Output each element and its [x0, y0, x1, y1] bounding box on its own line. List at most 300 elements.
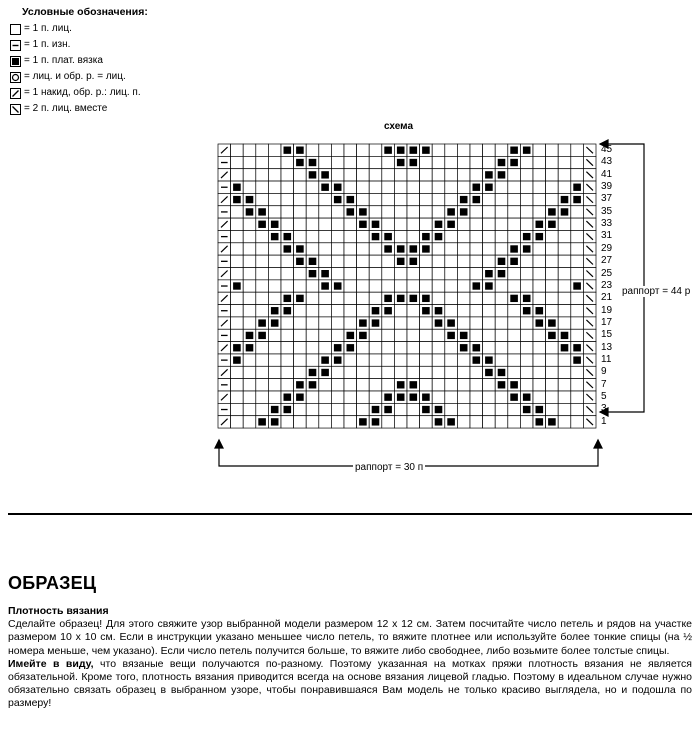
chart-cell [231, 317, 244, 329]
chart-cell [520, 416, 533, 428]
chart-cell [571, 144, 584, 156]
chart-cell [382, 181, 395, 193]
chart-cell [420, 218, 433, 230]
chart-cell [331, 144, 344, 156]
chart-cell [583, 379, 596, 391]
chart-cell [268, 268, 281, 280]
chart-cell [243, 317, 256, 329]
chart-cell [508, 354, 521, 366]
chart-cell [533, 230, 546, 242]
chart-cell [256, 366, 269, 378]
chart-cell [382, 379, 395, 391]
chart-cell [369, 181, 382, 193]
chart-cell [256, 230, 269, 242]
chart-cell [420, 379, 433, 391]
chart-cell [394, 243, 407, 255]
chart-cell [520, 206, 533, 218]
chart-cell [394, 169, 407, 181]
chart-cell [382, 317, 395, 329]
chart-cell [558, 366, 571, 378]
chart-cell [369, 218, 382, 230]
chart-cell [483, 181, 496, 193]
chart-cell [533, 342, 546, 354]
chart-cell [457, 342, 470, 354]
chart-cell [495, 243, 508, 255]
chart-cell [243, 305, 256, 317]
chart-cell [533, 169, 546, 181]
chart-cell [571, 354, 584, 366]
chart-cell [231, 230, 244, 242]
chart-cell [495, 280, 508, 292]
chart-cell [508, 169, 521, 181]
chart-cell [546, 342, 559, 354]
chart-cell [294, 403, 307, 415]
chart-cell [470, 156, 483, 168]
chart-cell [470, 193, 483, 205]
chart-cell [306, 193, 319, 205]
chart-cell [306, 416, 319, 428]
chart-cell [445, 292, 458, 304]
chart-cell [344, 193, 357, 205]
chart-cell [281, 342, 294, 354]
chart-cell [420, 243, 433, 255]
chart-cell [470, 379, 483, 391]
chart-cell [533, 379, 546, 391]
chart-cell [508, 305, 521, 317]
chart-cell [546, 354, 559, 366]
chart-cell [508, 193, 521, 205]
chart-cell [432, 169, 445, 181]
chart-cell [533, 156, 546, 168]
arrow-head-icon [594, 440, 602, 448]
chart-cell [394, 280, 407, 292]
chart-cell [583, 317, 596, 329]
chart-cell [432, 391, 445, 403]
chart-cell [344, 255, 357, 267]
chart-cell [394, 366, 407, 378]
chart-cell [558, 206, 571, 218]
chart-cell [520, 292, 533, 304]
chart-cell [420, 206, 433, 218]
chart-cell [243, 169, 256, 181]
chart-cell [420, 156, 433, 168]
chart-cell [382, 193, 395, 205]
chart-cell [571, 206, 584, 218]
row-number: 11 [601, 353, 612, 365]
chart-cell [357, 206, 370, 218]
chart-cell [319, 305, 332, 317]
chart-cell [331, 366, 344, 378]
chart-cell [243, 181, 256, 193]
chart-cell [344, 305, 357, 317]
chart-cell [533, 317, 546, 329]
chart-cell [319, 342, 332, 354]
chart-cell [306, 255, 319, 267]
chart-cell [306, 230, 319, 242]
chart-cell [432, 292, 445, 304]
chart-cell [432, 280, 445, 292]
chart-cell [218, 416, 231, 428]
chart-cell [218, 329, 231, 341]
chart-cell [243, 416, 256, 428]
chart-cell [344, 169, 357, 181]
chart-cell [508, 268, 521, 280]
chart-cell [394, 329, 407, 341]
chart-cell [495, 268, 508, 280]
chart-cell [495, 255, 508, 267]
row-number: 1 [601, 415, 607, 427]
chart-cell [306, 342, 319, 354]
chart-cell [382, 354, 395, 366]
chart-cell [243, 156, 256, 168]
chart-cell [420, 193, 433, 205]
chart-cell [218, 317, 231, 329]
chart-cell [470, 206, 483, 218]
chart-cell [382, 329, 395, 341]
chart-cell [319, 169, 332, 181]
chart-cell [558, 230, 571, 242]
chart-cell [357, 144, 370, 156]
chart-cell [495, 292, 508, 304]
chart-cell [520, 230, 533, 242]
chart-cell [457, 268, 470, 280]
row-number: 9 [601, 366, 607, 378]
chart-cell [546, 329, 559, 341]
chart-cell [294, 243, 307, 255]
chart-cell [306, 354, 319, 366]
chart-cell [231, 156, 244, 168]
chart-cell [583, 354, 596, 366]
chart-cell [432, 366, 445, 378]
chart-cell [331, 292, 344, 304]
chart-cell [331, 206, 344, 218]
chart-cell [420, 366, 433, 378]
chart-cell [231, 193, 244, 205]
chart-cell [294, 156, 307, 168]
chart-cell [268, 403, 281, 415]
chart-cell [495, 218, 508, 230]
chart-cell [407, 354, 420, 366]
chart-cell [382, 243, 395, 255]
chart-cell [546, 305, 559, 317]
chart-cell [281, 144, 294, 156]
chart-cell [357, 416, 370, 428]
row-number: 37 [601, 193, 613, 205]
chart-cell [546, 255, 559, 267]
chart-cell [546, 156, 559, 168]
chart-cell [520, 391, 533, 403]
chart-cell [294, 329, 307, 341]
chart-cell [357, 403, 370, 415]
chart-cell [268, 206, 281, 218]
chart-cell [394, 305, 407, 317]
chart-cell [420, 403, 433, 415]
chart-cell [445, 366, 458, 378]
subtitle: Плотность вязания [8, 605, 109, 617]
legend-text: = 1 накид, обр. р.: лиц. п. [24, 87, 141, 98]
chart-cell [294, 169, 307, 181]
chart-cell [432, 156, 445, 168]
chart-cell [357, 169, 370, 181]
chart-cell [369, 280, 382, 292]
chart-cell [218, 181, 231, 193]
chart-cell [281, 230, 294, 242]
chart-cell [243, 255, 256, 267]
chart-cell [558, 403, 571, 415]
chart-cell [457, 391, 470, 403]
chart-cell [445, 280, 458, 292]
chart-cell [470, 391, 483, 403]
chart-cell [256, 280, 269, 292]
chart-cell [407, 292, 420, 304]
chart-cell [306, 156, 319, 168]
chart-cell [231, 416, 244, 428]
chart-cell [483, 329, 496, 341]
chart-cell [243, 391, 256, 403]
chart-cell [483, 391, 496, 403]
chart-cell [319, 268, 332, 280]
chart-cell [445, 156, 458, 168]
chart-cell [382, 268, 395, 280]
row-number: 39 [601, 181, 613, 193]
chart-cell [281, 329, 294, 341]
chart-cell [407, 218, 420, 230]
chart-cell [432, 181, 445, 193]
chart-cell [470, 305, 483, 317]
chart-cell [243, 218, 256, 230]
chart-cell [344, 342, 357, 354]
chart-cell [243, 193, 256, 205]
chart-cell [357, 292, 370, 304]
chart-cell [268, 193, 281, 205]
chart-cell [407, 169, 420, 181]
chart-cell [483, 169, 496, 181]
chart-cell [533, 391, 546, 403]
chart-cell [281, 169, 294, 181]
row-number: 23 [601, 279, 613, 291]
chart-cell [394, 193, 407, 205]
chart-cell [533, 403, 546, 415]
chart-cell [407, 342, 420, 354]
chart-cell [394, 379, 407, 391]
chart-cell [583, 144, 596, 156]
chart-cell [546, 317, 559, 329]
chart-cell [344, 243, 357, 255]
chart-cell [470, 366, 483, 378]
chart-cell [268, 416, 281, 428]
chart-cell [344, 280, 357, 292]
chart-cell [571, 379, 584, 391]
chart-cell [508, 292, 521, 304]
chart-cell [407, 255, 420, 267]
chart-cell [357, 243, 370, 255]
chart-cell [495, 342, 508, 354]
chart-cell [508, 416, 521, 428]
chart-cell [344, 156, 357, 168]
chart-cell [495, 379, 508, 391]
chart-cell [483, 268, 496, 280]
chart-cell [546, 169, 559, 181]
chart-cell [571, 317, 584, 329]
chart-cell [520, 317, 533, 329]
chart-cell [369, 268, 382, 280]
chart-cell [231, 305, 244, 317]
chart-cell [268, 156, 281, 168]
chart-cell [306, 329, 319, 341]
chart-cell [571, 329, 584, 341]
chart-cell [306, 243, 319, 255]
chart-cell [344, 329, 357, 341]
chart-cell [243, 342, 256, 354]
chart-cell [344, 218, 357, 230]
schema-title: схема [384, 121, 413, 132]
chart-cell [445, 218, 458, 230]
chart-cell [546, 366, 559, 378]
chart-cell [533, 255, 546, 267]
chart-cell [231, 243, 244, 255]
chart-cell [357, 255, 370, 267]
chart-cell [218, 243, 231, 255]
chart-cell [445, 342, 458, 354]
chart-cell [571, 243, 584, 255]
chart-cell [256, 144, 269, 156]
chart-cell [583, 416, 596, 428]
chart-cell [445, 379, 458, 391]
chart-cell [483, 206, 496, 218]
chart-cell [218, 230, 231, 242]
chart-cell [457, 280, 470, 292]
chart-cell [344, 292, 357, 304]
chart-cell [483, 366, 496, 378]
chart-cell [294, 268, 307, 280]
chart-cell [520, 255, 533, 267]
chart-cell [546, 268, 559, 280]
chart-cell [407, 181, 420, 193]
chart-cell [520, 268, 533, 280]
chart-cell [306, 366, 319, 378]
chart-cell [520, 280, 533, 292]
chart-cell [457, 169, 470, 181]
chart-cell [420, 144, 433, 156]
chart-cell [369, 169, 382, 181]
chart-cell [394, 342, 407, 354]
chart-cell [394, 181, 407, 193]
chart-cell [256, 193, 269, 205]
row-number: 27 [601, 255, 613, 267]
chart-cell [470, 255, 483, 267]
chart-cell [533, 366, 546, 378]
chart-cell [394, 416, 407, 428]
chart-cell [382, 292, 395, 304]
chart-cell [583, 280, 596, 292]
chart-cell [457, 329, 470, 341]
chart-cell [256, 243, 269, 255]
chart-cell [508, 230, 521, 242]
chart-cell [218, 379, 231, 391]
chart-cell [546, 379, 559, 391]
section-body [8, 605, 692, 711]
chart-cell [457, 366, 470, 378]
chart-cell [306, 280, 319, 292]
chart-cell [331, 280, 344, 292]
chart-cell [495, 169, 508, 181]
chart-cell [294, 218, 307, 230]
chart-cell [294, 416, 307, 428]
chart-cell [281, 317, 294, 329]
chart-cell [520, 329, 533, 341]
chart-cell [357, 317, 370, 329]
chart-cell [432, 193, 445, 205]
chart-cell [583, 230, 596, 242]
chart-cell [533, 144, 546, 156]
chart-cell [445, 144, 458, 156]
chart-cell [319, 292, 332, 304]
chart-cell [420, 416, 433, 428]
chart-cell [369, 366, 382, 378]
chart-cell [495, 416, 508, 428]
chart-cell [231, 255, 244, 267]
chart-cell [294, 230, 307, 242]
chart-cell [470, 416, 483, 428]
chart-cell [369, 193, 382, 205]
chart-cell [508, 317, 521, 329]
chart-cell [268, 230, 281, 242]
chart-cell [294, 255, 307, 267]
chart-cell [508, 342, 521, 354]
chart-cell [571, 268, 584, 280]
chart-cell [445, 181, 458, 193]
chart-cell [571, 156, 584, 168]
chart-cell [432, 268, 445, 280]
chart-cell [470, 230, 483, 242]
chart-cell [457, 292, 470, 304]
chart-cell [319, 144, 332, 156]
chart-cell [583, 206, 596, 218]
chart-cell [243, 329, 256, 341]
chart-cell [357, 280, 370, 292]
chart-cell [571, 218, 584, 230]
chart-cell [357, 156, 370, 168]
row-number: 13 [601, 341, 613, 353]
chart-cell [331, 342, 344, 354]
chart-cell [583, 342, 596, 354]
chart-cell [331, 403, 344, 415]
chart-cell [558, 218, 571, 230]
chart-cell [546, 243, 559, 255]
chart-cell [281, 206, 294, 218]
chart-cell [457, 255, 470, 267]
chart-cell [306, 218, 319, 230]
chart-cell [394, 206, 407, 218]
chart-cell [218, 280, 231, 292]
chart-cell [344, 317, 357, 329]
chart-cell [331, 218, 344, 230]
chart-cell [571, 305, 584, 317]
chart-cell [281, 292, 294, 304]
section-title: ОБРАЗЕЦ [8, 573, 97, 593]
chart-cell [331, 181, 344, 193]
chart-cell [457, 156, 470, 168]
chart-cell [243, 292, 256, 304]
chart-cell [268, 317, 281, 329]
chart-cell [331, 169, 344, 181]
chart-cell [483, 354, 496, 366]
chart-cell [256, 379, 269, 391]
chart-cell [432, 354, 445, 366]
chart-cell [231, 218, 244, 230]
chart-cell [457, 230, 470, 242]
chart-cell [344, 181, 357, 193]
